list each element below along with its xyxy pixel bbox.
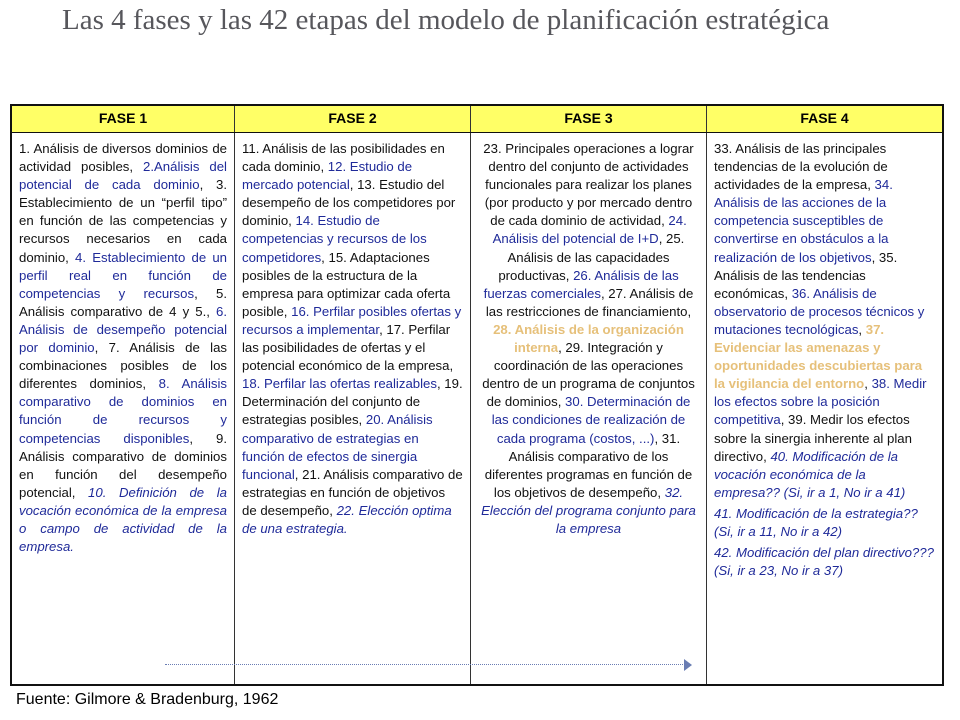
fase1-text-4: , 7. Análisis de las combinaciones posibles de los diferentes dominios, [19, 340, 228, 392]
cell-fase-1 [12, 133, 235, 684]
fase4-step-42: 42. Modificación del plan directivo??? (Si, ir a 23, No ir a 37) [714, 545, 934, 579]
fase3-step-30: 30. Determinación de las condiciones de realización de cada programa (costos, ...) [491, 394, 691, 446]
fase2-text-3: , 15. Adaptaciones posibles de la estructura de la empresa para optimizar cada oferta posible, [242, 249, 451, 319]
fase3-step-28: 28. Análisis de la organización interna [493, 321, 684, 356]
fase1-step-4: 4. Establecimiento de un perfil real en función de competencias y recursos [19, 249, 227, 301]
header-fase-4: FASE 4 [707, 106, 942, 132]
fase3-text-3: , 27. Análisis de las restricciones de financiamiento, [485, 285, 694, 319]
table-body-row [12, 133, 942, 684]
fase4-text-2: , 35. Análisis de las tendencias económicas, [714, 249, 898, 301]
fase4-text-3: , [858, 321, 866, 337]
fase2-text-2: , 13. Estudio del desempeño de los competidores por dominio, [242, 177, 456, 229]
fase2-step-18: 18. Perfilar las ofertas realizables [242, 376, 437, 392]
fase3-text-1: 23. Principales operaciones a lograr dentro del conjunto de actividades funcionales para realizar los planes (por producto y por mercado dentro de cada dominio de actividad, [483, 141, 694, 229]
fase1-text-3: , 5. Análisis comparativo de 4 y 5., [19, 285, 228, 319]
fase3-text-5: , 31. Análisis comparativo de los diferentes programas en función de los objetivos de desempeño, [484, 430, 693, 500]
phases-table [10, 104, 944, 686]
fase4-step-41: 41. Modificación de la estrategia?? (Si, ir a 11, No ir a 42) [714, 505, 918, 539]
arrow-right-icon [684, 659, 692, 671]
fase3-text-2: , 25. Análisis de las capacidades productivas, [498, 231, 685, 283]
fase2-text-6: , 21. Análisis comparativo de estrategias en función de objetivos de desempeño, [242, 466, 463, 518]
fase2-text-4: , 17. Perfilar las posibilidades de ofertas y el potencial económico de la empresa, [242, 321, 454, 374]
fase4-text-4: , [864, 376, 872, 392]
fase1-text-1: 1. Análisis de diversos dominios de actividad posibles, [19, 141, 227, 175]
fase3-text-4: , 29. Integración y coordinación de las operaciones dentro de un programa de conjuntos de dominios, [482, 340, 695, 410]
fase2-step-16: 16. Perfilar posibles ofertas y recursos a implementar [242, 303, 462, 337]
header-fase-1: FASE 1 [12, 106, 235, 132]
header-fase-2: FASE 2 [235, 106, 471, 132]
cell-fase-2 [235, 133, 471, 684]
fase4-step-37: 37. Evidenciar las amenazas y oportunidades descubiertas para la vigilancia del entorno [714, 321, 923, 392]
fase4-text-5: , 39. Medir los efectos sobre la sinergia inherente al plan directivo, [714, 412, 912, 464]
fase1-text-2: , 3. Establecimiento de un “perfil tipo” en función de las competencias y recursos necesarios en cada dominio, [19, 177, 227, 265]
dotted-connector-line [165, 664, 685, 665]
fase1-step-10: 10. Definición de la vocación económica de la empresa o campo de actividad de la empresa. [19, 484, 227, 555]
fase2-step-12: 12. Estudio de mercado potencial [242, 159, 413, 193]
fase2-text-5: , 19. Determinación del conjunto de estrategias posibles, [242, 376, 463, 428]
fase2-step-22: 22. Elección optima de una estrategia. [242, 502, 452, 536]
slide-title: Las 4 fases y las 42 etapas del modelo de planificación estratégica [62, 4, 830, 36]
fase3-step-32: 32. Elección del programa conjunto para la empresa [481, 484, 696, 536]
fase4-text-1: 33. Análisis de las principales tendencias de la evolución de actividades de la empresa, [714, 141, 888, 193]
header-fase-3: FASE 3 [471, 106, 707, 132]
fase4-step-38: 38. Medir los efectos sobre la posición competitiva [714, 376, 927, 428]
fase1-step-8: 8. Análisis comparativo de dominios en función de recursos y competencias disponibles [19, 376, 227, 446]
fase4-step-34: 34. Análisis de las acciones de la competencia susceptibles de convertirse en obstáculos a la realización de los objetivos [714, 177, 893, 265]
fase1-step-6: 6. Análisis de desempeño potencial por dominio [19, 303, 227, 356]
fase4-paragraph-1 [714, 140, 935, 502]
fase2-text-1: 11. Análisis de las posibilidades en cada dominio, [242, 141, 445, 175]
fase3-step-24: 24. Análisis del potencial de I+D [492, 213, 687, 247]
table-header-row [12, 106, 942, 133]
cell-fase-3 [471, 133, 707, 684]
fase2-step-20: 20. Análisis comparativo de estrategias en función de efectos de sinergia funcional [242, 412, 433, 482]
fase4-step-40: 40. Modificación de la vocación económica de la empresa?? (Si, ir a 1, No ir a 41) [714, 448, 906, 500]
fase3-step-26: 26. Análisis de las fuerzas comerciales [483, 267, 679, 301]
fase4-step-36: 36. Análisis de observatorio de procesos técnicos y mutaciones tecnológicas [714, 285, 925, 337]
fase2-step-14: 14. Estudio de competencias y recursos de los competidores [242, 213, 427, 265]
source-citation: Fuente: Gilmore & Bradenburg, 1962 [16, 691, 279, 708]
cell-fase-4 [707, 133, 942, 684]
fase1-text-5: , 9. Análisis comparativo de dominios en función del desempeño potencial, [19, 430, 227, 500]
fase1-step-2: 2.Análisis del potencial de cada dominio [19, 159, 227, 193]
